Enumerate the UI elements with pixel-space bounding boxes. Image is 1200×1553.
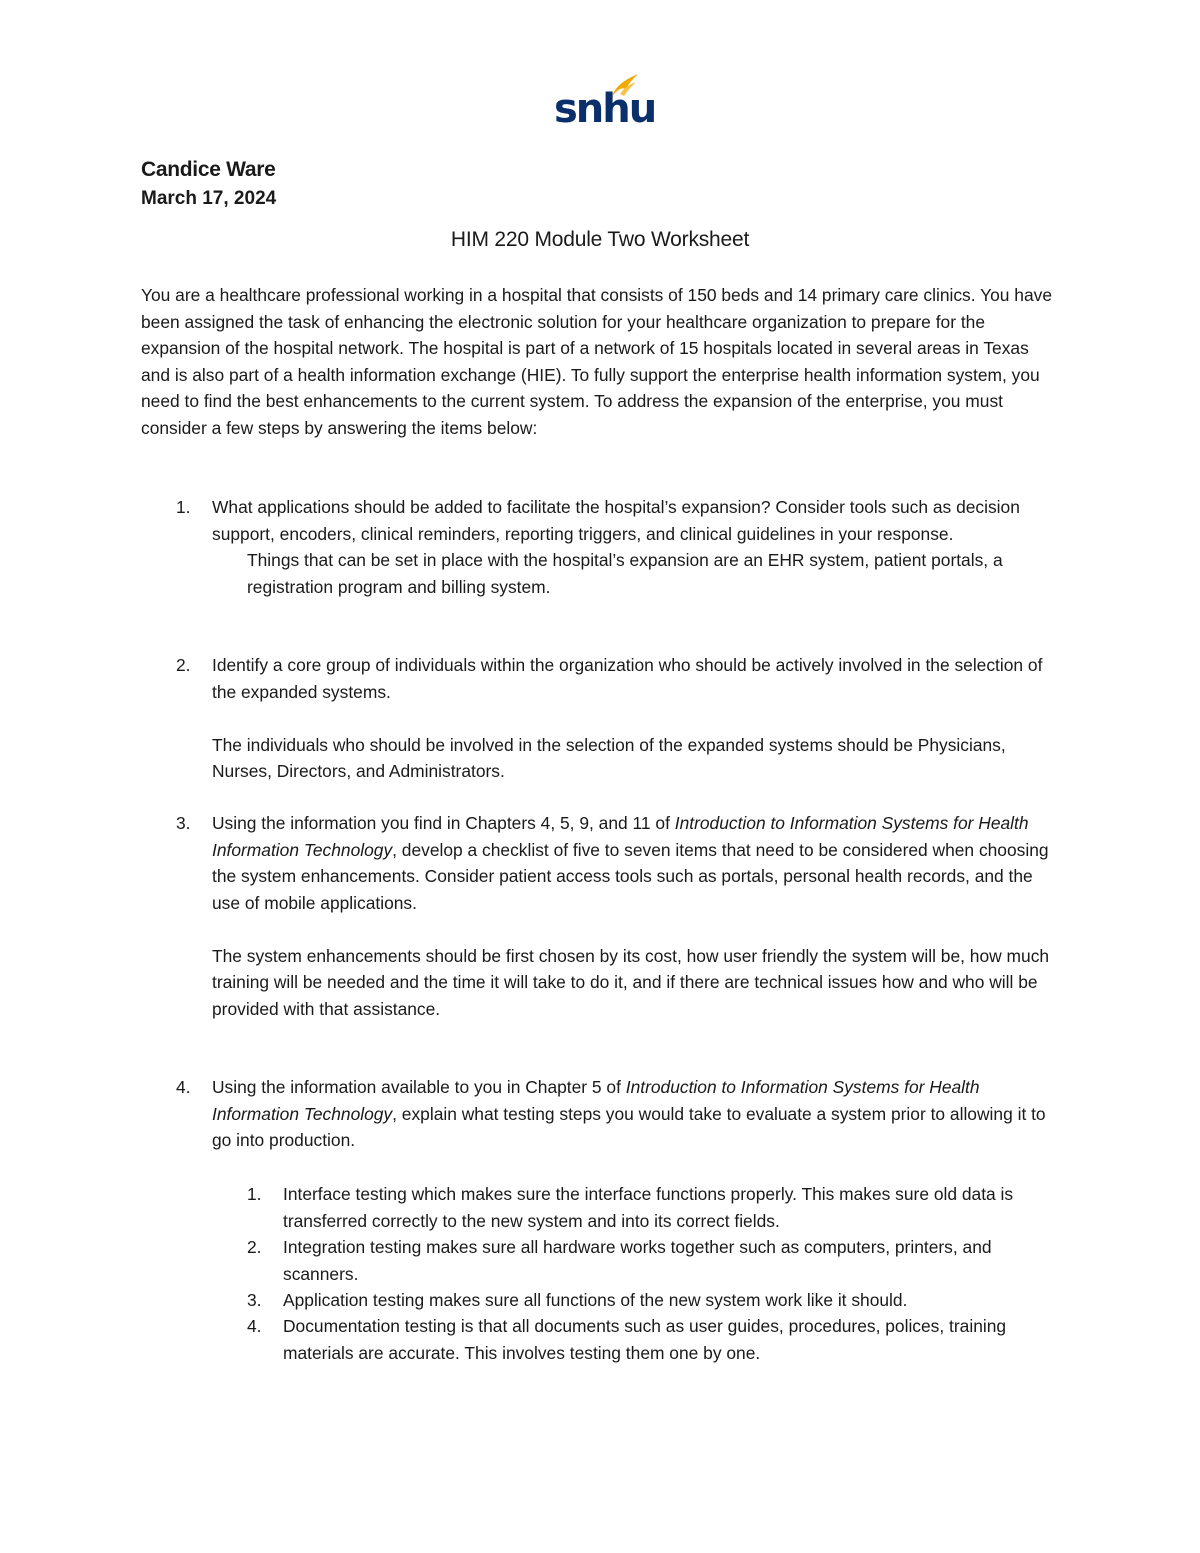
list-item-text: Integration testing makes sure all hardware works together such as computers, printers, and scanners. [283, 1237, 992, 1284]
question-text-after: , develop a checklist of five to seven items that need to be considered when choosing the system enhancements. Consider patient access tools such as portals, personal health records, and the use of mobile applications. [212, 839, 1049, 913]
document-date: March 17, 2024 [141, 188, 277, 209]
intro-paragraph: You are a healthcare professional working in a hospital that consists of 150 beds and 14 primary care clinics. You have been assigned the task of enhancing the electronic solution for your healthcare organization to prepare for the expansion of the hospital network. The hospital is part of a network of 15 hospitals located in several areas in Texas and is also part of a health information exchange (HIE). To fully support the enterprise health information system, you need to find the best enhancements to the current system. To address the expansion of the enterprise, you must consider a few steps by answering the items below: [141, 285, 1052, 438]
question-text: What applications should be added to facilitate the hospital’s expansion? Consider tools such as decision support, encoders, clinical reminders, reporting triggers, and clinical guidelines in your response. [212, 497, 1020, 544]
question-text-before: Using the information you find in Chapters 4, 5, 9, and 11 of [212, 813, 675, 833]
book-title: Introduction to Information Systems for Health Information Technology [212, 813, 1029, 860]
testing-step-3 [141, 1287, 1061, 1314]
list-item-text: Documentation testing is that all documents such as user guides, procedures, polices, training materials are accurate. This involves testing them one by one. [283, 1316, 1007, 1363]
document-title: HIM 220 Module Two Worksheet [450, 228, 750, 251]
list-number: 1. [247, 1184, 262, 1204]
testing-step-2 [141, 1234, 1061, 1287]
book-title: Introduction to Information Systems for Health Information Technology [212, 1077, 980, 1124]
question-text [212, 810, 1061, 916]
list-number: 4. [247, 1316, 262, 1336]
snhu-logo [554, 72, 656, 134]
question-3 [141, 810, 1061, 1022]
list-item-text: Interface testing which makes sure the interface functions properly. This makes sure old data is transferred correctly to the new system and into its correct fields. [283, 1184, 1014, 1231]
question-number: 1. [176, 497, 191, 517]
question-text-before: Using the information available to you in Chapter 5 of [212, 1077, 626, 1097]
author-name: Candice Ware [141, 158, 276, 181]
logo-wordmark: snhu [554, 86, 656, 132]
question-number: 4. [176, 1077, 191, 1097]
answer-text: The system enhancements should be first chosen by its cost, how user friendly the system will be, how much training will be needed and the time it will take to do it, and if there are technical issues how and who will be provided with that assistance. [212, 945, 1050, 1019]
list-number: 2. [247, 1237, 262, 1257]
question-text-after: , explain what testing steps you would take to evaluate a system prior to allowing it to go into production. [212, 1103, 1046, 1150]
answer-text: Things that can be set in place with the hospital’s expansion are an EHR system, patient portals, a registration program and billing system. [247, 550, 1003, 597]
testing-step-4 [141, 1313, 1061, 1366]
question-2 [141, 652, 1061, 785]
testing-step-1 [141, 1181, 1061, 1234]
question-text: Identify a core group of individuals within the organization who should be actively involved in the selection of the expanded systems. [212, 655, 1043, 702]
question-text [212, 1074, 1061, 1154]
list-number: 3. [247, 1290, 262, 1310]
question-number: 2. [176, 655, 191, 675]
question-1 [141, 494, 1061, 600]
list-item-text: Application testing makes sure all functions of the new system work like it should. [283, 1290, 908, 1310]
answer-text: The individuals who should be involved in the selection of the expanded systems should be Physicians, Nurses, Directors, and Administrators. [212, 734, 1006, 781]
question-4 [141, 1074, 1061, 1154]
question-number: 3. [176, 813, 191, 833]
